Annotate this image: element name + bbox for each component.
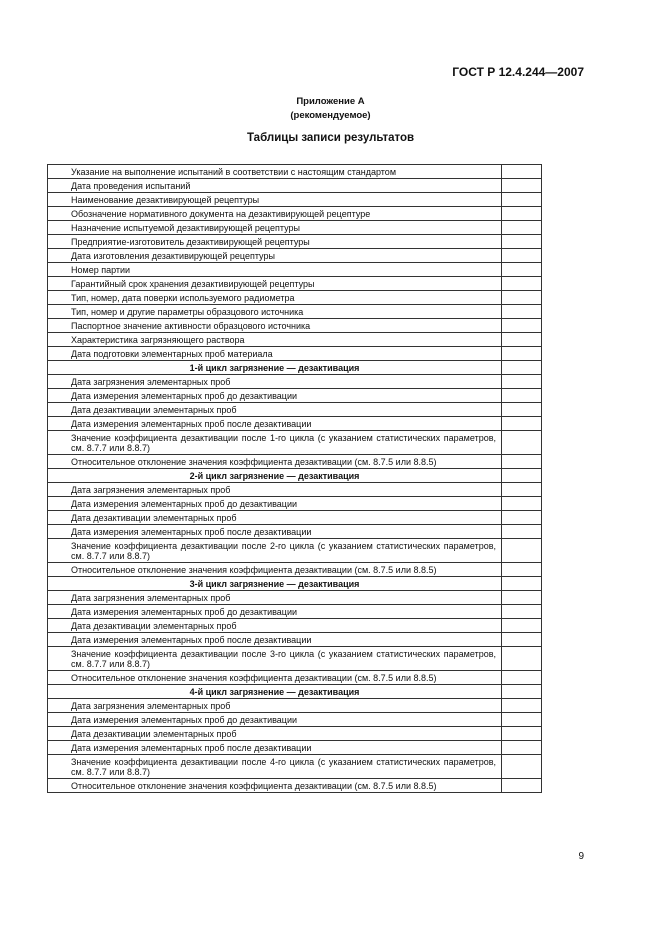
value-cell[interactable] [502,685,542,699]
value-cell[interactable] [502,305,542,319]
table-row [48,525,542,539]
value-cell[interactable] [502,403,542,417]
appendix-subtitle: (рекомендуемое) [290,110,371,121]
table-row [48,207,542,221]
results-table-body [48,165,542,793]
table-row [48,375,542,389]
row-label: Дата загрязнения элементарных проб [48,483,502,497]
table-row [48,347,542,361]
value-cell[interactable] [502,333,542,347]
value-cell[interactable] [502,469,542,483]
row-label: Тип, номер, дата поверки используемого радиометра [48,291,502,305]
value-cell[interactable] [502,605,542,619]
value-cell[interactable] [502,179,542,193]
row-label: Дата изготовления дезактивирующей рецептуры [48,249,502,263]
table-title: Таблицы записи результатов [246,132,415,144]
row-label: Относительное отклонение значения коэффициента дезактивации (см. 8.7.5 или 8.8.5) [48,671,502,685]
row-label: Относительное отклонение значения коэффициента дезактивации (см. 8.7.5 или 8.8.5) [48,455,502,469]
value-cell[interactable] [502,699,542,713]
row-label: Значение коэффициента дезактивации после 2-го цикла (с указанием статистических параметров, см. 8.7.7 или 8.8.7) [48,539,502,563]
row-label: Тип, номер и другие параметры образцового источника [48,305,502,319]
value-cell[interactable] [502,193,542,207]
value-cell[interactable] [502,375,542,389]
table-row [48,713,542,727]
row-label: Дата измерения элементарных проб после дезактивации [48,417,502,431]
table-row [48,389,542,403]
table-row [48,319,542,333]
section-header-row [48,469,542,483]
table-row [48,779,542,793]
table-row [48,619,542,633]
table-row [48,741,542,755]
table-row [48,305,542,319]
row-label: Дата загрязнения элементарных проб [48,375,502,389]
value-cell[interactable] [502,633,542,647]
row-label: Относительное отклонение значения коэффициента дезактивации (см. 8.7.5 или 8.8.5) [48,779,502,793]
row-label: Дата дезактивации элементарных проб [48,511,502,525]
table-row [48,249,542,263]
table-row [48,727,542,741]
value-cell[interactable] [502,539,542,563]
table-row [48,591,542,605]
row-label: Указание на выполнение испытаний в соответствии с настоящим стандартом [48,165,502,179]
value-cell[interactable] [502,165,542,179]
value-cell[interactable] [502,221,542,235]
value-cell[interactable] [502,249,542,263]
value-cell[interactable] [502,591,542,605]
table-row [48,193,542,207]
value-cell[interactable] [502,713,542,727]
row-label: Дата измерения элементарных проб до дезактивации [48,713,502,727]
table-row [48,699,542,713]
table-row [48,165,542,179]
row-label: Дата дезактивации элементарных проб [48,727,502,741]
value-cell[interactable] [502,291,542,305]
row-label: Дата проведения испытаний [48,179,502,193]
value-cell[interactable] [502,277,542,291]
section-title: 4-й цикл загрязнение — дезактивация [48,685,502,699]
row-label: Гарантийный срок хранения дезактивирующей рецептуры [48,277,502,291]
table-row [48,647,542,671]
section-header-row [48,577,542,591]
row-label: Дата дезактивации элементарных проб [48,403,502,417]
table-row [48,483,542,497]
table-row [48,497,542,511]
value-cell[interactable] [502,235,542,249]
table-row [48,563,542,577]
value-cell[interactable] [502,755,542,779]
row-label: Дата загрязнения элементарных проб [48,699,502,713]
value-cell[interactable] [502,577,542,591]
value-cell[interactable] [502,389,542,403]
value-cell[interactable] [502,319,542,333]
table-row [48,455,542,469]
table-row [48,755,542,779]
row-label: Паспортное значение активности образцового источника [48,319,502,333]
standard-designation: ГОСТ Р 12.4.244—2007 [452,65,584,79]
table-row [48,605,542,619]
section-title: 2-й цикл загрязнение — дезактивация [48,469,502,483]
value-cell[interactable] [502,455,542,469]
table-row [48,179,542,193]
table-row [48,671,542,685]
row-label: Дата измерения элементарных проб до дезактивации [48,389,502,403]
value-cell[interactable] [502,511,542,525]
value-cell[interactable] [502,347,542,361]
row-label: Значение коэффициента дезактивации после 3-го цикла (с указанием статистических параметров, см. 8.7.7 или 8.8.7) [48,647,502,671]
section-header-row [48,685,542,699]
value-cell[interactable] [502,741,542,755]
table-row [48,277,542,291]
value-cell[interactable] [502,361,542,375]
page-number: 9 [578,851,584,862]
row-label: Дата загрязнения элементарных проб [48,591,502,605]
table-row [48,221,542,235]
row-label: Относительное отклонение значения коэффициента дезактивации (см. 8.7.5 или 8.8.5) [48,563,502,577]
section-title: 1-й цикл загрязнение — дезактивация [48,361,502,375]
table-row [48,633,542,647]
row-label: Дата измерения элементарных проб до дезактивации [48,605,502,619]
row-label: Обозначение нормативного документа на дезактивирующей рецептуре [48,207,502,221]
row-label: Номер партии [48,263,502,277]
row-label: Дата измерения элементарных проб после дезактивации [48,741,502,755]
row-label: Значение коэффициента дезактивации после 1-го цикла (с указанием статистических параметров, см. 8.7.7 или 8.8.7) [48,431,502,455]
value-cell[interactable] [502,417,542,431]
row-label: Дата измерения элементарных проб до дезактивации [48,497,502,511]
value-cell[interactable] [502,431,542,455]
value-cell[interactable] [502,563,542,577]
row-label: Дата подготовки элементарных проб материала [48,347,502,361]
table-row [48,539,542,563]
value-cell[interactable] [502,207,542,221]
value-cell[interactable] [502,263,542,277]
appendix-title: Приложение А [296,96,365,107]
table-row [48,333,542,347]
table-row [48,511,542,525]
row-label: Дата измерения элементарных проб после дезактивации [48,633,502,647]
table-row [48,291,542,305]
table-row [48,417,542,431]
section-title: 3-й цикл загрязнение — дезактивация [48,577,502,591]
row-label: Значение коэффициента дезактивации после 4-го цикла (с указанием статистических параметров, см. 8.7.7 или 8.8.7) [48,755,502,779]
results-table [47,164,542,793]
row-label: Наименование дезактивирующей рецептуры [48,193,502,207]
row-label: Предприятие-изготовитель дезактивирующей рецептуры [48,235,502,249]
value-cell[interactable] [502,483,542,497]
row-label: Дата измерения элементарных проб после дезактивации [48,525,502,539]
appendix-heading [0,95,661,123]
value-cell[interactable] [502,727,542,741]
value-cell[interactable] [502,779,542,793]
table-row [48,431,542,455]
value-cell[interactable] [502,525,542,539]
value-cell[interactable] [502,619,542,633]
table-row [48,235,542,249]
row-label: Назначение испытуемой дезактивирующей рецептуры [48,221,502,235]
row-label: Характеристика загрязняющего раствора [48,333,502,347]
value-cell[interactable] [502,647,542,671]
table-row [48,263,542,277]
table-row [48,403,542,417]
section-header-row [48,361,542,375]
value-cell[interactable] [502,671,542,685]
row-label: Дата дезактивации элементарных проб [48,619,502,633]
value-cell[interactable] [502,497,542,511]
